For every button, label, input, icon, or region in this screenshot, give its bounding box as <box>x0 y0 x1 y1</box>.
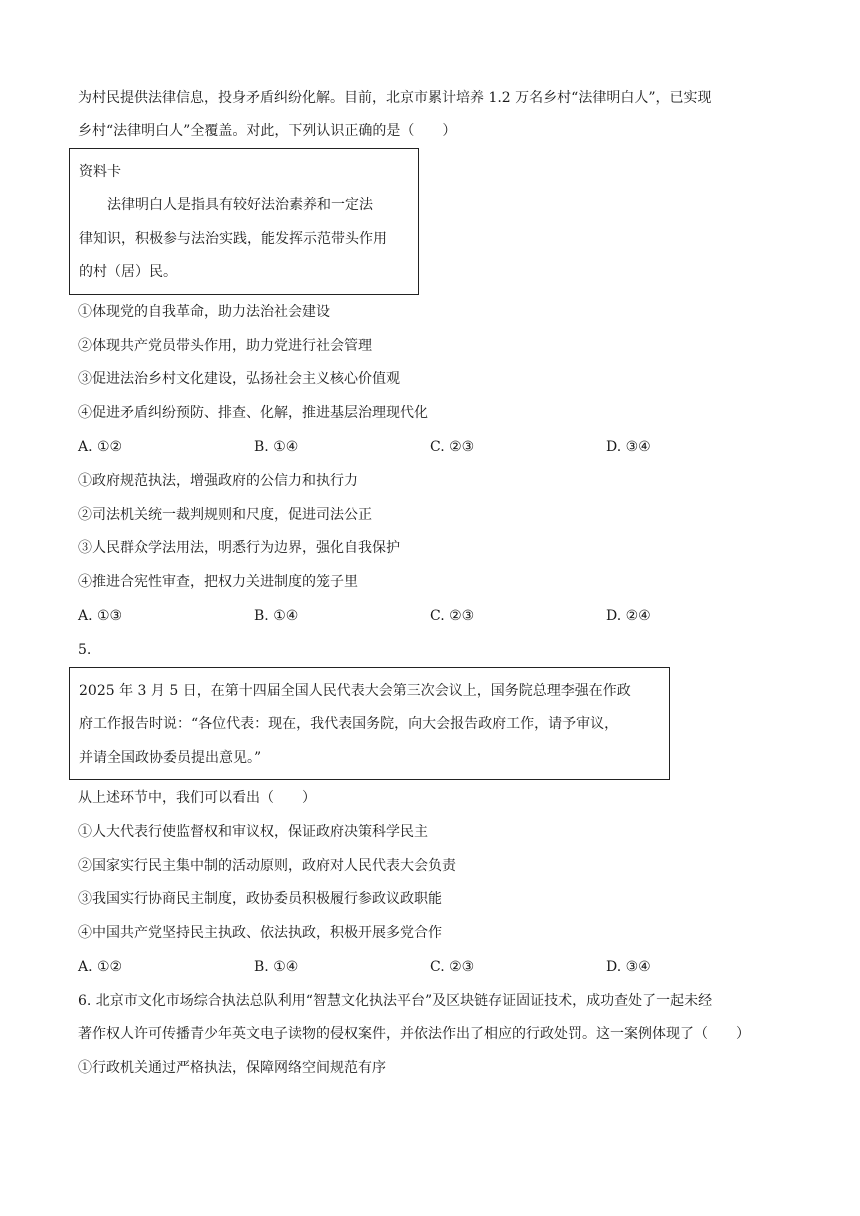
q5-material-box <box>69 667 670 780</box>
q4-option-c: C. ②③ <box>430 608 475 624</box>
q4-statement-3: ③人民群众学法用法，明悉行为边界，强化自我保护 <box>78 540 400 556</box>
q3-option-d: D. ③④ <box>606 439 651 455</box>
q5-option-c: C. ②③ <box>430 959 475 975</box>
q5-material-line-2: 府工作报告时说：“各位代表：现在，我代表国务院，向大会报告政府工作，请予审议， <box>79 716 619 732</box>
q6-statement-1: ①行政机关通过严格执法，保障网络空间规范有序 <box>78 1060 386 1076</box>
q6-stem-line-1: 6. 北京市文化市场综合执法总队利用“智慧文化执法平台”及区块链存证固证技术，成功查处了一起未经 <box>78 993 713 1009</box>
q4-statement-1: ①政府规范执法，增强政府的公信力和执行力 <box>78 473 358 489</box>
q4-option-d: D. ②④ <box>606 608 651 624</box>
q5-statement-1: ①人大代表行使监督权和审议权，保证政府决策科学民主 <box>78 824 428 840</box>
q3-statement-3: ③促进法治乡村文化建设，弘扬社会主义核心价值观 <box>78 371 400 387</box>
q5-statement-2: ②国家实行民主集中制的活动原则，政府对人民代表大会负责 <box>78 858 456 874</box>
q5-option-a: A. ①② <box>78 959 123 975</box>
q3-options <box>78 437 778 457</box>
q5-stem: 从上述环节中，我们可以看出（ ） <box>78 790 316 806</box>
material-card-line-2: 律知识，积极参与法治实践，能发挥示范带头作用 <box>79 231 387 247</box>
material-card <box>69 148 419 295</box>
material-card-line-3: 的村（居）民。 <box>79 264 177 280</box>
q4-option-a: A. ①③ <box>78 608 123 624</box>
q3-option-c: C. ②③ <box>430 439 475 455</box>
q4-options <box>78 606 778 626</box>
q3-statement-2: ②体现共产党员带头作用，助力党进行社会管理 <box>78 338 372 354</box>
intro-line-1: 为村民提供法律信息，投身矛盾纠纷化解。目前，北京市累计培养 1.2 万名乡村“法律明白人”，已实现 <box>78 90 712 106</box>
material-card-title: 资料卡 <box>79 164 121 180</box>
q6-stem-line-2: 著作权人许可传播青少年英文电子读物的侵权案件，并依法作出了相应的行政处罚。这一案例体现了（ ） <box>78 1026 750 1042</box>
q5-material-line-1: 2025 年 3 月 5 日，在第十四届全国人民代表大会第三次会议上，国务院总理李强在作政 <box>79 683 631 699</box>
q3-statement-1: ①体现党的自我革命，助力法治社会建设 <box>78 304 330 320</box>
q5-material-line-3: 并请全国政协委员提出意见。” <box>79 750 262 766</box>
q4-option-b: B. ①④ <box>254 608 299 624</box>
q5-option-b: B. ①④ <box>254 959 299 975</box>
q5-options <box>78 957 778 977</box>
q5-option-d: D. ③④ <box>606 959 651 975</box>
q3-option-b: B. ①④ <box>254 439 299 455</box>
q3-statement-4: ④促进矛盾纠纷预防、排查、化解，推进基层治理现代化 <box>78 405 428 421</box>
q4-statement-4: ④推进合宪性审查，把权力关进制度的笼子里 <box>78 574 358 590</box>
q3-option-a: A. ①② <box>78 439 123 455</box>
q5-statement-3: ③我国实行协商民主制度，政协委员积极履行参政议政职能 <box>78 891 442 907</box>
q4-statement-2: ②司法机关统一裁判规则和尺度，促进司法公正 <box>78 507 372 523</box>
q5-statement-4: ④中国共产党坚持民主执政、依法执政，积极开展多党合作 <box>78 925 442 941</box>
q5-number: 5. <box>78 642 92 658</box>
intro-line-2: 乡村“法律明白人”全覆盖。对此，下列认识正确的是（ ） <box>78 123 457 139</box>
material-card-line-1: 法律明白人是指具有较好法治素养和一定法 <box>79 197 373 213</box>
